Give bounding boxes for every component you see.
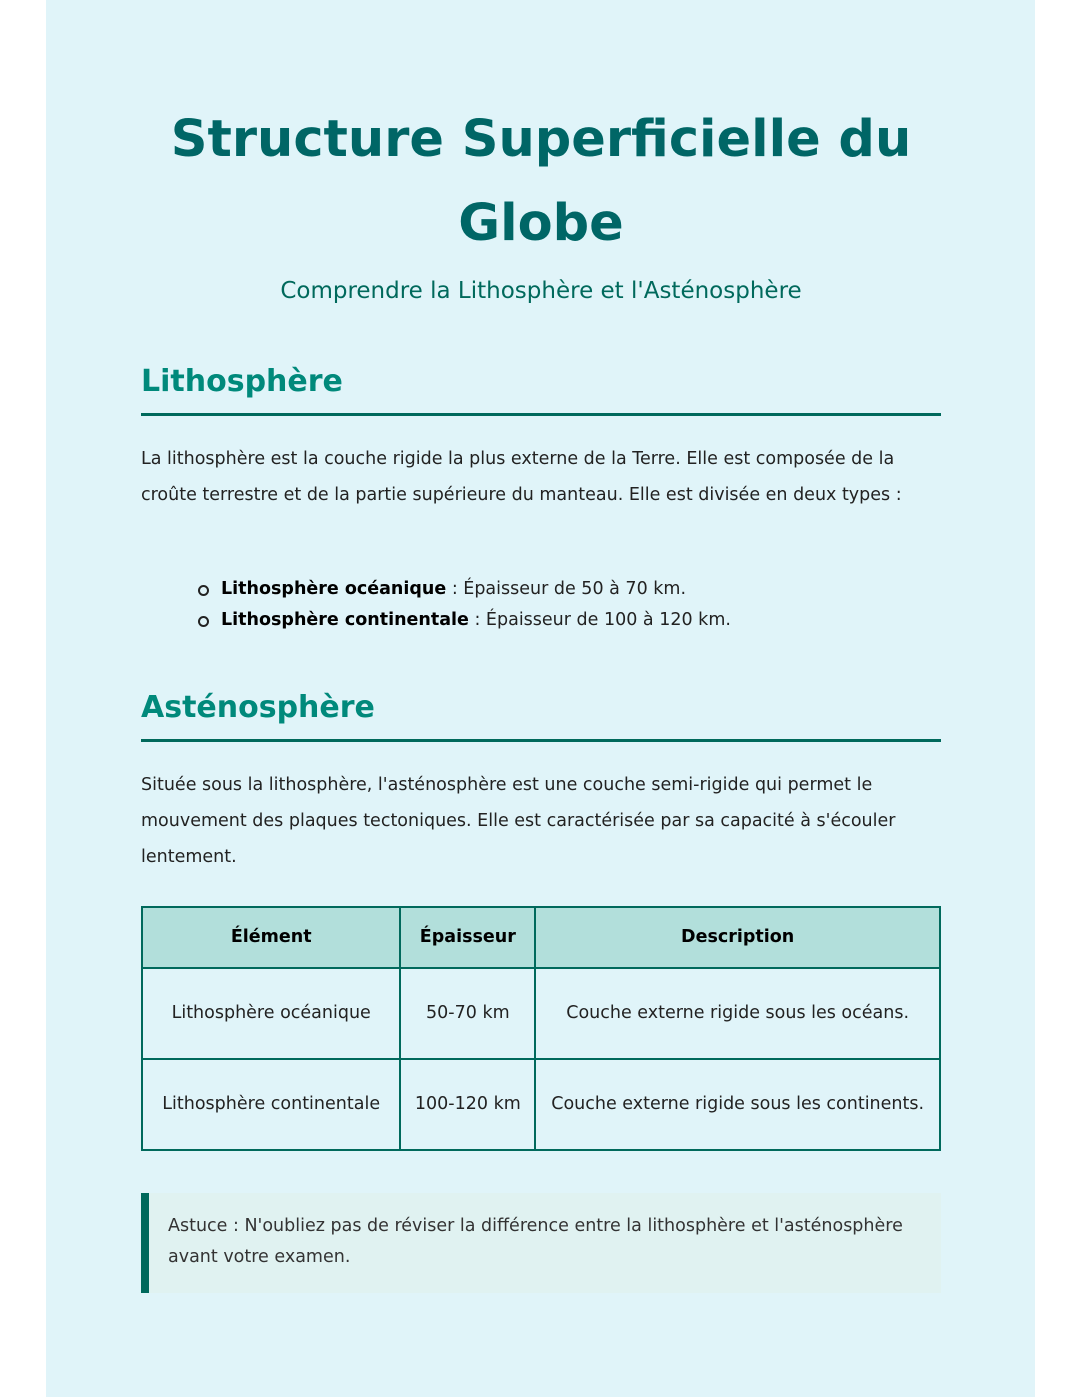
list-item-term: Lithosphère continentale (221, 610, 469, 630)
column-header-description: Description (535, 907, 940, 968)
comparison-table (141, 906, 941, 1151)
circle-bullet-icon (198, 585, 209, 596)
table-header-row (142, 907, 940, 968)
page (46, 0, 1035, 1397)
section-heading-lithosphere: Lithosphère (141, 361, 941, 416)
circle-bullet-icon (198, 616, 209, 627)
table-cell-description: Couche externe rigide sous les continents. (535, 1059, 940, 1150)
table-row (142, 1059, 940, 1150)
section-heading-asthenosphere: Asténosphère (141, 687, 941, 742)
list-item (141, 574, 941, 605)
column-header-thickness: Épaisseur (400, 907, 535, 968)
page-subtitle: Comprendre la Lithosphère et l'Asténosphère (280, 278, 802, 304)
lithosphere-types-list (141, 574, 941, 636)
asthenosphere-paragraph: Située sous la lithosphère, l'asténosphère est une couche semi-rigide qui permet le mouvement des plaques tectoniques. Elle est caractérisée par sa capacité à s'écouler lentement. (141, 775, 896, 867)
list-item-detail: : Épaisseur de 50 à 70 km. (446, 579, 687, 599)
list-item-detail: : Épaisseur de 100 à 120 km. (468, 610, 731, 630)
lithosphere-paragraph: La lithosphère est la couche rigide la plus externe de la Terre. Elle est composée de la croûte terrestre et de la partie supérieure du manteau. Elle est divisée en deux types : (141, 449, 902, 505)
column-header-element: Élément (142, 907, 400, 968)
table-cell-description: Couche externe rigide sous les océans. (535, 968, 940, 1059)
table-cell-thickness: 100-120 km (400, 1059, 535, 1150)
page-title: Structure Superficielle du Globe (170, 110, 912, 253)
list-item-term: Lithosphère océanique (221, 579, 447, 599)
table-row (142, 968, 940, 1059)
table-cell-thickness: 50-70 km (400, 968, 535, 1059)
tip-callout (141, 1193, 941, 1293)
list-item (141, 605, 941, 636)
table-cell-element: Lithosphère océanique (142, 968, 400, 1059)
table-cell-element: Lithosphère continentale (142, 1059, 400, 1150)
tip-text: Astuce : N'oubliez pas de réviser la différence entre la lithosphère et l'asténosphère avant votre examen. (168, 1216, 903, 1267)
